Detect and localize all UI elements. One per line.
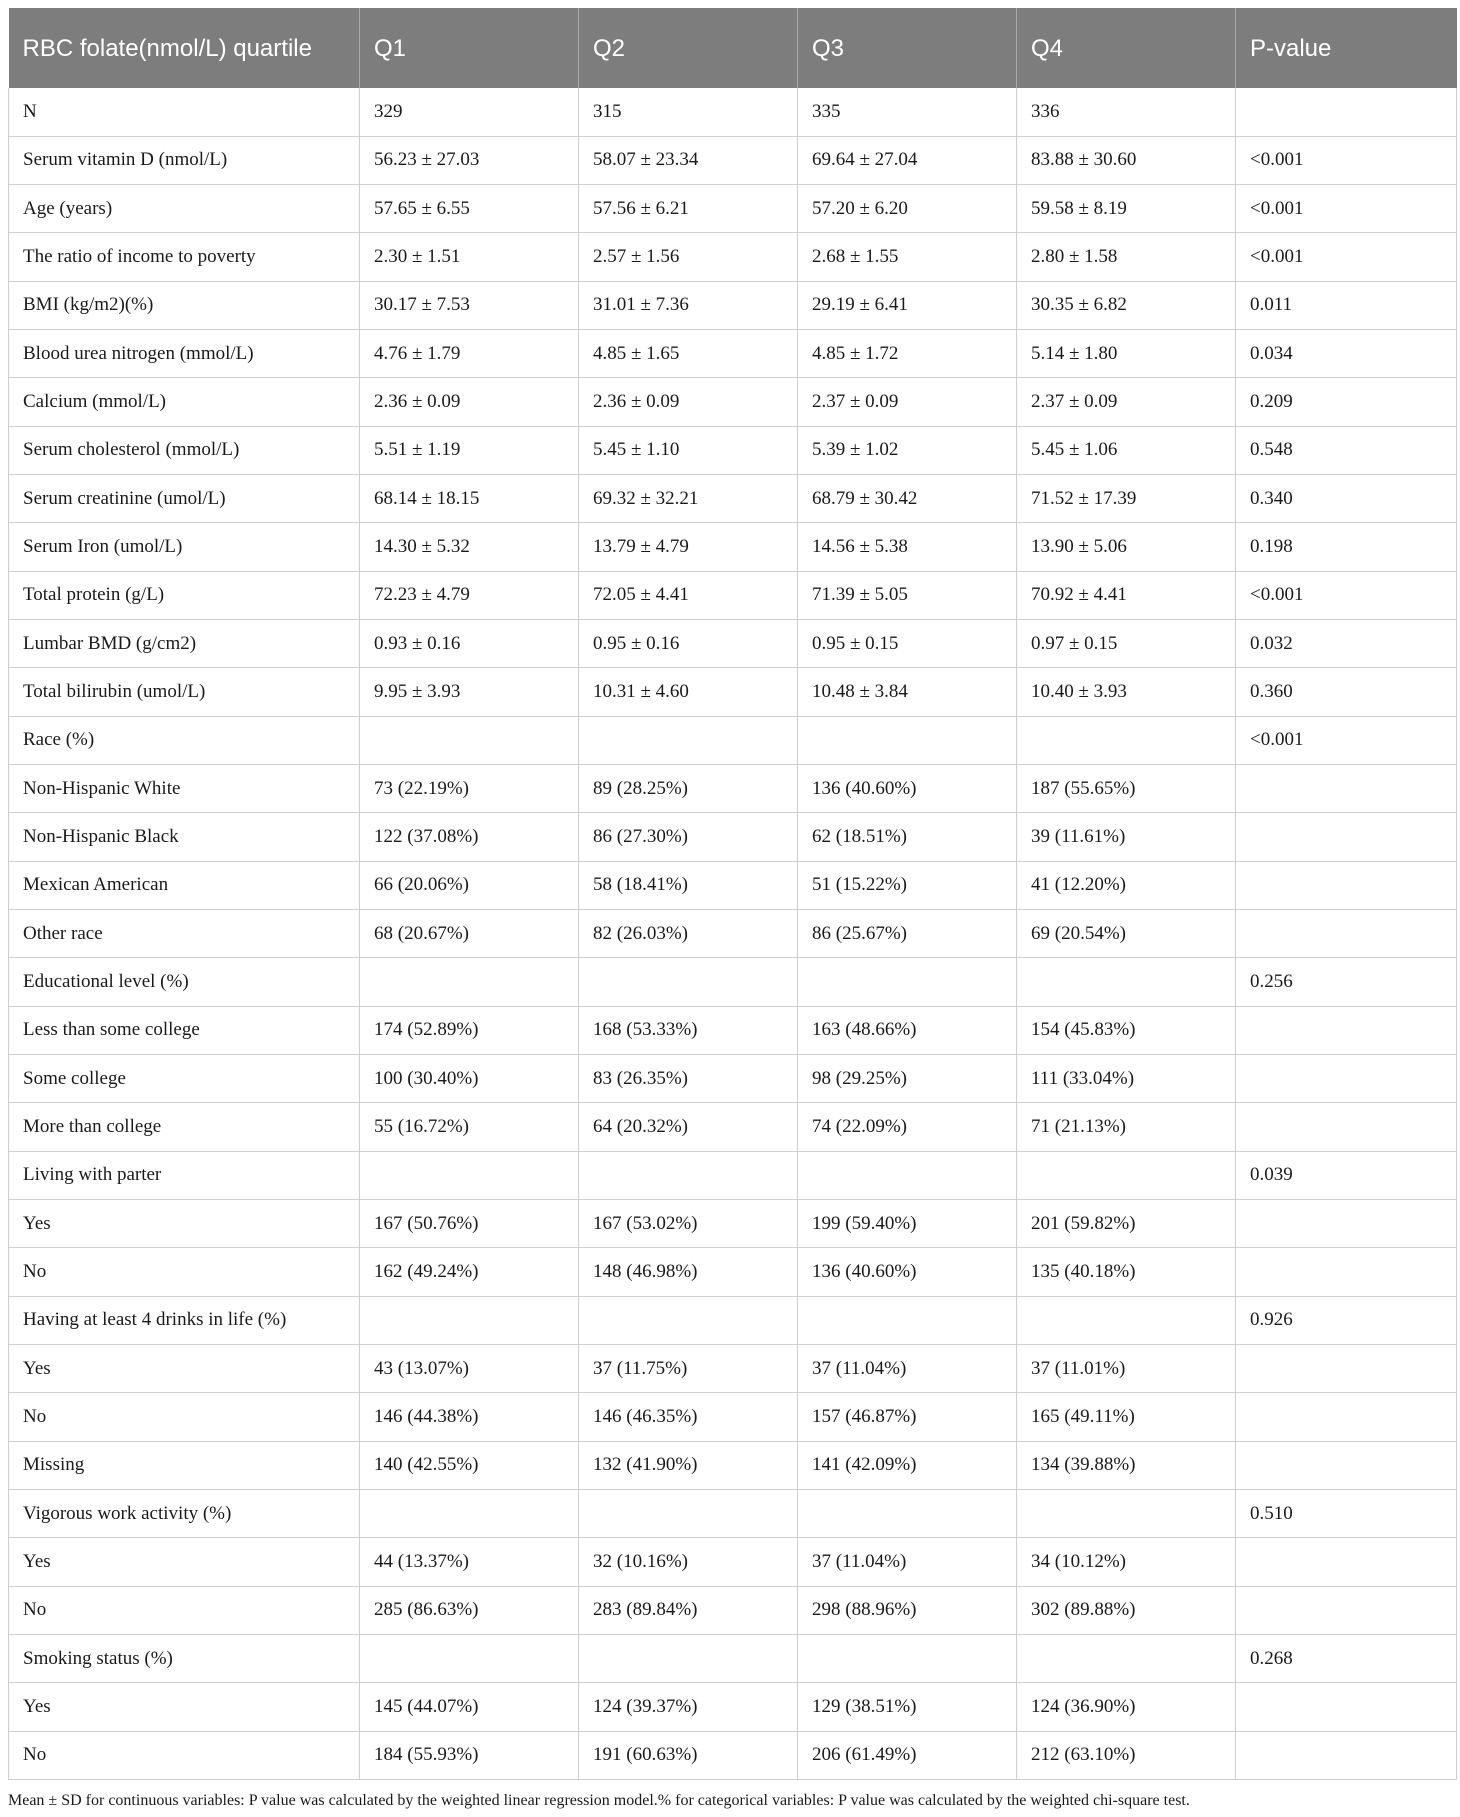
cell-q4: 10.40 ± 3.93 [1017, 668, 1236, 716]
cell-q4: 34 (10.12%) [1017, 1538, 1236, 1586]
cell-q4: 59.58 ± 8.19 [1017, 185, 1236, 233]
cell-q2: 0.95 ± 0.16 [579, 620, 798, 668]
cell-q1: 43 (13.07%) [360, 1345, 579, 1393]
cell-q2: 5.45 ± 1.10 [579, 426, 798, 474]
cell-p-value [1236, 1731, 1457, 1779]
cell-p-value: 0.034 [1236, 330, 1457, 378]
cell-p-value: 0.268 [1236, 1635, 1457, 1683]
header-q2: Q2 [579, 8, 798, 88]
cell-q1: 68 (20.67%) [360, 910, 579, 958]
cell-p-value [1236, 1055, 1457, 1103]
cell-q1: 329 [360, 88, 579, 136]
cell-q1: 4.76 ± 1.79 [360, 330, 579, 378]
cell-p-value: 0.011 [1236, 281, 1457, 329]
cell-q4: 187 (55.65%) [1017, 765, 1236, 813]
cell-p-value: 0.256 [1236, 958, 1457, 1006]
cell-q4: 135 (40.18%) [1017, 1248, 1236, 1296]
cell-q2: 315 [579, 88, 798, 136]
cell-q3: 0.95 ± 0.15 [798, 620, 1017, 668]
table-row [9, 523, 1457, 571]
table-row [9, 281, 1457, 329]
cell-q2: 168 (53.33%) [579, 1006, 798, 1054]
table-row [9, 571, 1457, 619]
table-row [9, 426, 1457, 474]
cell-p-value: 0.032 [1236, 620, 1457, 668]
cell-variable: No [9, 1731, 360, 1779]
cell-variable: Total bilirubin (umol/L) [9, 668, 360, 716]
cell-p-value [1236, 1248, 1457, 1296]
cell-q4: 71.52 ± 17.39 [1017, 475, 1236, 523]
cell-q2: 191 (60.63%) [579, 1731, 798, 1779]
cell-q1: 44 (13.37%) [360, 1538, 579, 1586]
cell-q4 [1017, 716, 1236, 764]
table-row [9, 88, 1457, 136]
cell-variable: Serum vitamin D (nmol/L) [9, 136, 360, 184]
cell-q2: 37 (11.75%) [579, 1345, 798, 1393]
cell-p-value: <0.001 [1236, 233, 1457, 281]
cell-p-value: 0.198 [1236, 523, 1457, 571]
cell-q2: 58 (18.41%) [579, 861, 798, 909]
cell-q3: 71.39 ± 5.05 [798, 571, 1017, 619]
table-row [9, 1345, 1457, 1393]
cell-q1 [360, 1635, 579, 1683]
cell-q2: 82 (26.03%) [579, 910, 798, 958]
cell-variable: Smoking status (%) [9, 1635, 360, 1683]
cell-q2: 13.79 ± 4.79 [579, 523, 798, 571]
cell-q3: 57.20 ± 6.20 [798, 185, 1017, 233]
cell-q4: 39 (11.61%) [1017, 813, 1236, 861]
cell-q3: 199 (59.40%) [798, 1200, 1017, 1248]
cell-q3: 157 (46.87%) [798, 1393, 1017, 1441]
cell-variable: Less than some college [9, 1006, 360, 1054]
cell-p-value: 0.340 [1236, 475, 1457, 523]
cell-q3: 5.39 ± 1.02 [798, 426, 1017, 474]
cell-q4: 2.80 ± 1.58 [1017, 233, 1236, 281]
cell-p-value [1236, 88, 1457, 136]
table-row [9, 958, 1457, 1006]
cell-q1: 140 (42.55%) [360, 1441, 579, 1489]
cell-variable: BMI (kg/m2)(%) [9, 281, 360, 329]
cell-q3: 136 (40.60%) [798, 1248, 1017, 1296]
cell-variable: Other race [9, 910, 360, 958]
cell-q4 [1017, 1490, 1236, 1538]
cell-variable: Yes [9, 1345, 360, 1393]
cell-p-value [1236, 1393, 1457, 1441]
cell-q3: 37 (11.04%) [798, 1538, 1017, 1586]
header-p-value: P-value [1236, 8, 1457, 88]
table-row [9, 1151, 1457, 1199]
cell-q1: 5.51 ± 1.19 [360, 426, 579, 474]
table-row [9, 1103, 1457, 1151]
cell-q1: 2.30 ± 1.51 [360, 233, 579, 281]
table-row [9, 620, 1457, 668]
cell-q2 [579, 1490, 798, 1538]
cell-q1 [360, 1151, 579, 1199]
cell-q3 [798, 1490, 1017, 1538]
cell-q4: 212 (63.10%) [1017, 1731, 1236, 1779]
table-row [9, 233, 1457, 281]
cell-q4: 5.14 ± 1.80 [1017, 330, 1236, 378]
cell-q4: 37 (11.01%) [1017, 1345, 1236, 1393]
cell-variable: Serum cholesterol (mmol/L) [9, 426, 360, 474]
cell-q2: 132 (41.90%) [579, 1441, 798, 1489]
data-table [8, 8, 1457, 1780]
cell-p-value [1236, 1586, 1457, 1634]
cell-q2: 86 (27.30%) [579, 813, 798, 861]
cell-variable: Some college [9, 1055, 360, 1103]
cell-variable: N [9, 88, 360, 136]
cell-variable: Calcium (mmol/L) [9, 378, 360, 426]
cell-variable: More than college [9, 1103, 360, 1151]
cell-q2: 58.07 ± 23.34 [579, 136, 798, 184]
cell-q3: 51 (15.22%) [798, 861, 1017, 909]
cell-p-value: 0.209 [1236, 378, 1457, 426]
cell-p-value: 0.548 [1236, 426, 1457, 474]
cell-q1: 73 (22.19%) [360, 765, 579, 813]
table-row [9, 1635, 1457, 1683]
table-row [9, 185, 1457, 233]
cell-variable: Blood urea nitrogen (mmol/L) [9, 330, 360, 378]
table-row [9, 668, 1457, 716]
cell-q2: 31.01 ± 7.36 [579, 281, 798, 329]
cell-q1 [360, 716, 579, 764]
cell-q4: 124 (36.90%) [1017, 1683, 1236, 1731]
cell-variable: Missing [9, 1441, 360, 1489]
cell-p-value [1236, 1200, 1457, 1248]
cell-p-value [1236, 1345, 1457, 1393]
header-q4: Q4 [1017, 8, 1236, 88]
cell-q3: 69.64 ± 27.04 [798, 136, 1017, 184]
cell-variable: Yes [9, 1683, 360, 1731]
table-row [9, 1538, 1457, 1586]
cell-q1 [360, 1296, 579, 1344]
cell-q3: 62 (18.51%) [798, 813, 1017, 861]
cell-p-value [1236, 765, 1457, 813]
cell-q3: 14.56 ± 5.38 [798, 523, 1017, 571]
table-row [9, 378, 1457, 426]
cell-p-value [1236, 1683, 1457, 1731]
cell-p-value [1236, 1538, 1457, 1586]
cell-variable: No [9, 1393, 360, 1441]
table-row [9, 330, 1457, 378]
cell-q3: 335 [798, 88, 1017, 136]
cell-q2: 32 (10.16%) [579, 1538, 798, 1586]
cell-q4: 70.92 ± 4.41 [1017, 571, 1236, 619]
cell-q2 [579, 1635, 798, 1683]
table-row [9, 1683, 1457, 1731]
cell-q3: 129 (38.51%) [798, 1683, 1017, 1731]
cell-q2: 72.05 ± 4.41 [579, 571, 798, 619]
cell-p-value [1236, 1441, 1457, 1489]
cell-variable: Lumbar BMD (g/cm2) [9, 620, 360, 668]
cell-p-value: <0.001 [1236, 571, 1457, 619]
cell-q3: 2.37 ± 0.09 [798, 378, 1017, 426]
cell-p-value: 0.360 [1236, 668, 1457, 716]
table-row [9, 910, 1457, 958]
cell-q4: 336 [1017, 88, 1236, 136]
cell-q1: 57.65 ± 6.55 [360, 185, 579, 233]
cell-p-value: 0.039 [1236, 1151, 1457, 1199]
table-row [9, 136, 1457, 184]
cell-q4: 2.37 ± 0.09 [1017, 378, 1236, 426]
cell-q2: 89 (28.25%) [579, 765, 798, 813]
table-row [9, 765, 1457, 813]
cell-q1: 14.30 ± 5.32 [360, 523, 579, 571]
cell-q4: 111 (33.04%) [1017, 1055, 1236, 1103]
cell-q4: 154 (45.83%) [1017, 1006, 1236, 1054]
cell-q3: 163 (48.66%) [798, 1006, 1017, 1054]
cell-p-value: <0.001 [1236, 716, 1457, 764]
table-row [9, 475, 1457, 523]
cell-q3 [798, 1151, 1017, 1199]
cell-variable: Serum creatinine (umol/L) [9, 475, 360, 523]
table-row [9, 1586, 1457, 1634]
cell-q2: 283 (89.84%) [579, 1586, 798, 1634]
cell-q3: 206 (61.49%) [798, 1731, 1017, 1779]
cell-q1: 55 (16.72%) [360, 1103, 579, 1151]
cell-q4: 302 (89.88%) [1017, 1586, 1236, 1634]
table-row [9, 1200, 1457, 1248]
cell-p-value: 0.510 [1236, 1490, 1457, 1538]
cell-q3: 86 (25.67%) [798, 910, 1017, 958]
table-row [9, 1006, 1457, 1054]
cell-q1: 174 (52.89%) [360, 1006, 579, 1054]
cell-q1: 122 (37.08%) [360, 813, 579, 861]
cell-q1 [360, 1490, 579, 1538]
cell-q3: 136 (40.60%) [798, 765, 1017, 813]
cell-q1: 0.93 ± 0.16 [360, 620, 579, 668]
header-variable: RBC folate(nmol/L) quartile [22, 34, 312, 62]
cell-q3: 298 (88.96%) [798, 1586, 1017, 1634]
cell-variable: No [9, 1248, 360, 1296]
table-row [9, 1296, 1457, 1344]
header-q1: Q1 [360, 8, 579, 88]
cell-q3: 4.85 ± 1.72 [798, 330, 1017, 378]
cell-variable: Race (%) [9, 716, 360, 764]
cell-q4: 30.35 ± 6.82 [1017, 281, 1236, 329]
header-q3: Q3 [798, 8, 1017, 88]
cell-variable: Yes [9, 1200, 360, 1248]
table-row [9, 1055, 1457, 1103]
cell-q3: 141 (42.09%) [798, 1441, 1017, 1489]
cell-q3: 37 (11.04%) [798, 1345, 1017, 1393]
cell-q3: 98 (29.25%) [798, 1055, 1017, 1103]
cell-q2: 2.57 ± 1.56 [579, 233, 798, 281]
table-container [8, 8, 1456, 1780]
cell-q4 [1017, 958, 1236, 1006]
header-row [9, 8, 1457, 88]
cell-q1: 162 (49.24%) [360, 1248, 579, 1296]
table-header [9, 8, 1457, 88]
cell-q2: 2.36 ± 0.09 [579, 378, 798, 426]
cell-p-value [1236, 1103, 1457, 1151]
cell-q4: 71 (21.13%) [1017, 1103, 1236, 1151]
cell-q4: 83.88 ± 30.60 [1017, 136, 1236, 184]
table-row [9, 861, 1457, 909]
cell-q3 [798, 716, 1017, 764]
cell-q2: 167 (53.02%) [579, 1200, 798, 1248]
table-body [9, 88, 1457, 1779]
cell-q4: 201 (59.82%) [1017, 1200, 1236, 1248]
table-footnote: Mean ± SD for continuous variables: P value was calculated by the weighted linear regression model.% for categorical variables: P value was calculated by the weighted chi-square test. [8, 1792, 1190, 1809]
cell-variable: Total protein (g/L) [9, 571, 360, 619]
cell-variable: Living with parter [9, 1151, 360, 1199]
cell-q4: 13.90 ± 5.06 [1017, 523, 1236, 571]
cell-q2: 57.56 ± 6.21 [579, 185, 798, 233]
table-row [9, 716, 1457, 764]
cell-variable: Having at least 4 drinks in life (%) [9, 1296, 360, 1344]
cell-q4 [1017, 1151, 1236, 1199]
cell-q2: 69.32 ± 32.21 [579, 475, 798, 523]
cell-variable: Yes [9, 1538, 360, 1586]
cell-q1: 100 (30.40%) [360, 1055, 579, 1103]
cell-q1: 9.95 ± 3.93 [360, 668, 579, 716]
cell-q1: 66 (20.06%) [360, 861, 579, 909]
table-row [9, 1731, 1457, 1779]
cell-q3: 74 (22.09%) [798, 1103, 1017, 1151]
cell-q1: 68.14 ± 18.15 [360, 475, 579, 523]
cell-q4: 5.45 ± 1.06 [1017, 426, 1236, 474]
cell-q3: 2.68 ± 1.55 [798, 233, 1017, 281]
cell-q1: 167 (50.76%) [360, 1200, 579, 1248]
cell-q3 [798, 958, 1017, 1006]
cell-q1: 184 (55.93%) [360, 1731, 579, 1779]
cell-q2: 146 (46.35%) [579, 1393, 798, 1441]
cell-q1: 56.23 ± 27.03 [360, 136, 579, 184]
cell-q1: 146 (44.38%) [360, 1393, 579, 1441]
cell-q1 [360, 958, 579, 1006]
cell-p-value: <0.001 [1236, 185, 1457, 233]
cell-p-value [1236, 813, 1457, 861]
cell-q2 [579, 1151, 798, 1199]
table-row [9, 1393, 1457, 1441]
table-row [9, 1248, 1457, 1296]
cell-variable: The ratio of income to poverty [9, 233, 360, 281]
cell-q2: 83 (26.35%) [579, 1055, 798, 1103]
cell-q2 [579, 958, 798, 1006]
cell-q4: 41 (12.20%) [1017, 861, 1236, 909]
cell-q2 [579, 716, 798, 764]
cell-q4: 69 (20.54%) [1017, 910, 1236, 958]
table-row [9, 813, 1457, 861]
table-row [9, 1490, 1457, 1538]
cell-variable: Educational level (%) [9, 958, 360, 1006]
cell-q1: 2.36 ± 0.09 [360, 378, 579, 426]
cell-q3: 29.19 ± 6.41 [798, 281, 1017, 329]
cell-q4: 134 (39.88%) [1017, 1441, 1236, 1489]
cell-variable: Non-Hispanic White [9, 765, 360, 813]
cell-q4 [1017, 1635, 1236, 1683]
cell-q2: 4.85 ± 1.65 [579, 330, 798, 378]
cell-p-value: <0.001 [1236, 136, 1457, 184]
cell-q2: 64 (20.32%) [579, 1103, 798, 1151]
cell-q3: 68.79 ± 30.42 [798, 475, 1017, 523]
cell-p-value [1236, 1006, 1457, 1054]
cell-q4: 165 (49.11%) [1017, 1393, 1236, 1441]
cell-p-value [1236, 910, 1457, 958]
cell-p-value: 0.926 [1236, 1296, 1457, 1344]
cell-q1: 72.23 ± 4.79 [360, 571, 579, 619]
cell-variable: Mexican American [9, 861, 360, 909]
cell-q1: 30.17 ± 7.53 [360, 281, 579, 329]
cell-p-value [1236, 861, 1457, 909]
cell-q1: 285 (86.63%) [360, 1586, 579, 1634]
cell-q3 [798, 1296, 1017, 1344]
cell-q2: 10.31 ± 4.60 [579, 668, 798, 716]
table-row [9, 1441, 1457, 1489]
cell-q3: 10.48 ± 3.84 [798, 668, 1017, 716]
cell-variable: No [9, 1586, 360, 1634]
cell-variable: Non-Hispanic Black [9, 813, 360, 861]
cell-q4 [1017, 1296, 1236, 1344]
cell-q1: 145 (44.07%) [360, 1683, 579, 1731]
cell-q2: 124 (39.37%) [579, 1683, 798, 1731]
cell-q2 [579, 1296, 798, 1344]
cell-variable: Vigorous work activity (%) [9, 1490, 360, 1538]
cell-q3 [798, 1635, 1017, 1683]
cell-variable: Serum Iron (umol/L) [9, 523, 360, 571]
cell-q2: 148 (46.98%) [579, 1248, 798, 1296]
cell-variable: Age (years) [9, 185, 360, 233]
cell-q4: 0.97 ± 0.15 [1017, 620, 1236, 668]
